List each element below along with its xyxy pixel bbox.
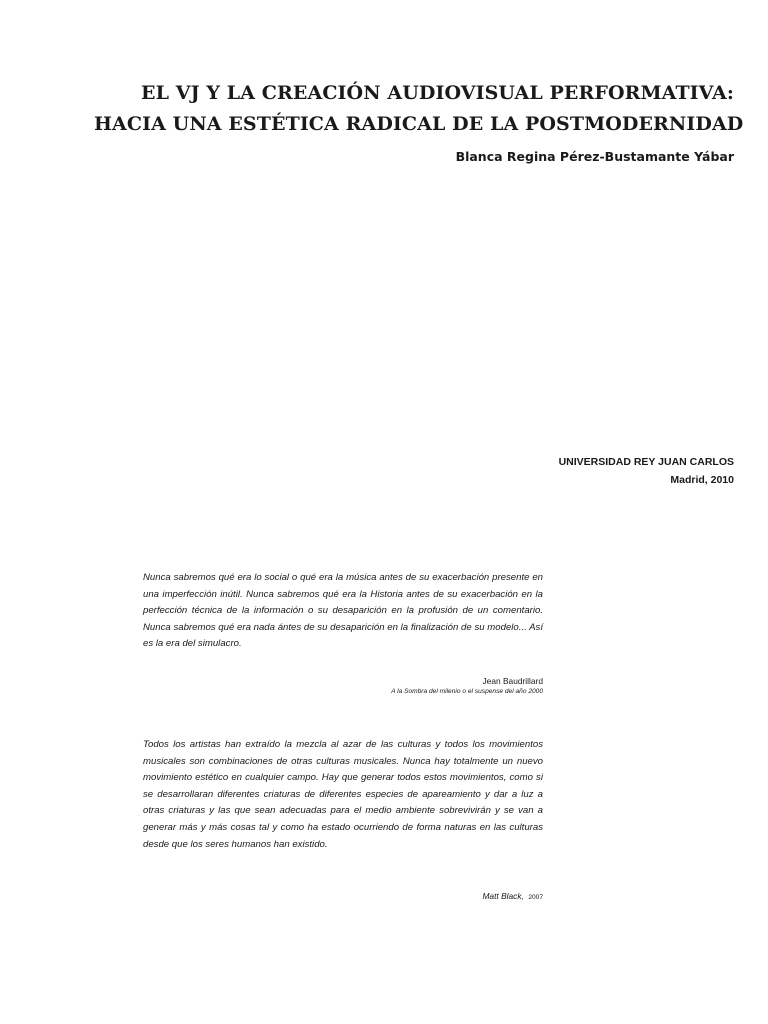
affiliation-block [559, 453, 734, 489]
epigraph-year-2: 2007 [528, 894, 543, 901]
epigraph-attribution-1 [143, 676, 543, 697]
author-name: Blanca Regina Pérez-Bustamante Yábar [455, 149, 734, 164]
title-line-2: HACIA UNA ESTÉTICA RADICAL DE LA POSTMODERNIDAD [94, 113, 744, 135]
title-block [94, 78, 744, 166]
epigraph-source-1: A la Sombra del milenio o el suspense del año 2000 [391, 688, 543, 695]
epigraph-quote-1: Nunca sabremos qué era lo social o qué era la música antes de su exacerbación presente en una imperfección inútil. Nunca sabremos qué era la Historia antes de su exacerbación en la perfección técnica de la información o su desaparición en la profusión de un comentario. Nunca sabremos qué era nada ántes de su desaparición en la finalización de su modelo... Así es la era del simulacro. [143, 572, 543, 650]
epigraph-attribution-2 [143, 886, 543, 904]
epigraph-author-2: Matt Black, [482, 891, 524, 901]
epigraph-author-1: Jean Baudrillard [482, 676, 543, 686]
university-name: UNIVERSIDAD REY JUAN CARLOS [558, 456, 734, 468]
place-year: Madrid, 2010 [670, 474, 734, 486]
epigraph-quote-2: Todos los artistas han extraído la mezcla al azar de las culturas y todos los movimientos musicales son combinaciones de otras culturas musicales. Nunca hay totalmente un nuevo movimiento estético en cualquier campo. Hay que generar todos estos movimientos, como si se desarrollaran diferentes criaturas de diferentes especies de apareamiento y dar a luz a otras criaturas y las que sean adecuadas para el medio ambiente sobrevivirán y se van a generar más y más cosas tal y como ha estado ocurriendo de forma naturas en las culturas desde que los seres humanos han existido. [143, 739, 543, 850]
title-line-1: EL VJ Y LA CREACIÓN AUDIOVISUAL PERFORMATIVA: [141, 82, 734, 104]
